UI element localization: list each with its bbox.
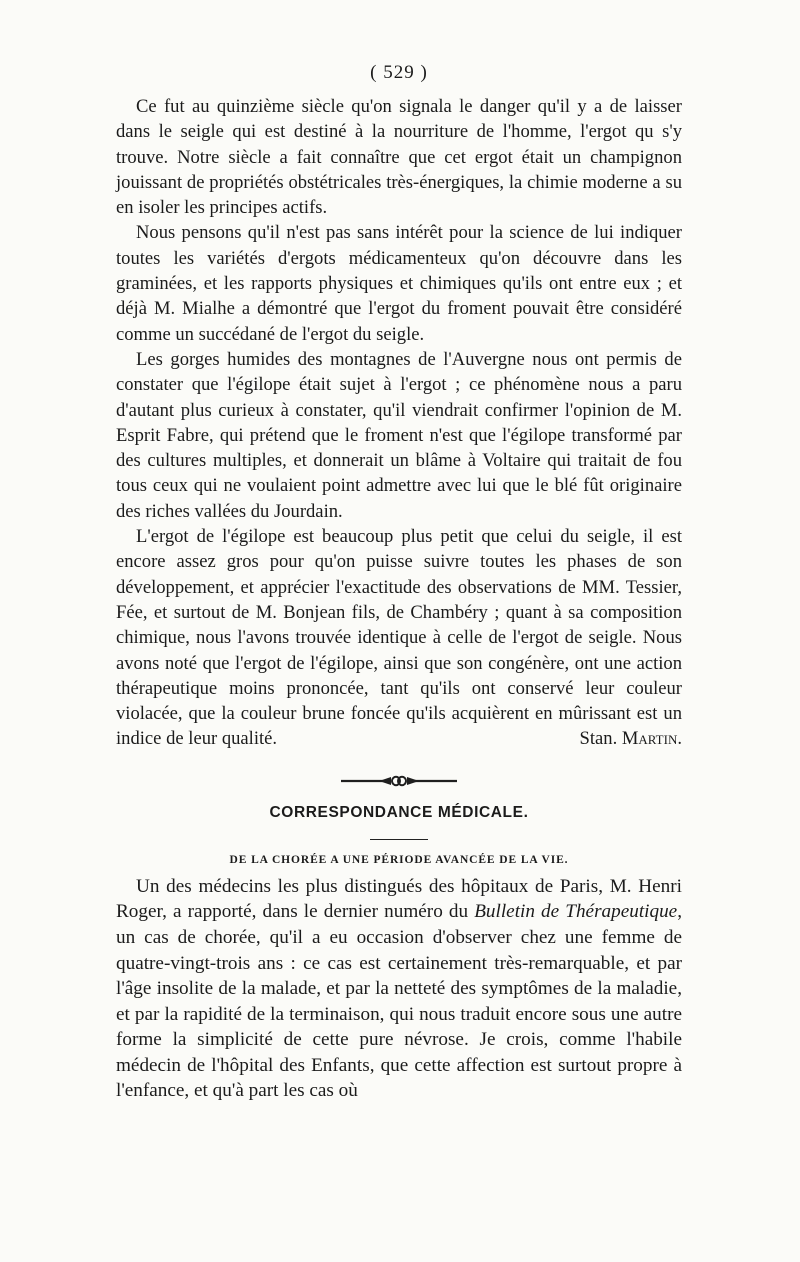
author-signature (560, 726, 682, 751)
signature-prefix: Stan. (579, 728, 622, 750)
paragraph-auvergne: Les gorges humides des montagnes de l'Auvergne nous ont permis de constater que l'égilope était sujet à l'ergot ; ce phénomène nous a paru d'autant plus curieux à constater, qu'il viendrait confirmer l'opinion de M. Esprit Fabre, qui prétend que le froment n'est que l'égilope transformé par des cultures multiples, et donnerait un blâme à Voltaire qui traitait de fou tous ceux qui ne voulaient point admettre avec lui que le blé fût originaire des riches vallées du Jourdain. (116, 348, 682, 522)
paragraph-chorea (116, 874, 682, 1104)
page-content (116, 94, 682, 1104)
paragraph-ergot-history: Ce fut au quinzième siècle qu'on signala le danger qu'il y a de laisser dans le seigle qui est destiné à la nourriture de l'homme, l'ergot qu s'y trouve. Notre siècle a fait connaître que cet ergot était un champignon jouissant de propriétés obstétricales très-énergiques, la chimie moderne a su en isoler les principes actifs. (116, 96, 682, 219)
title-rule (370, 839, 428, 840)
journal-title: Bulletin de Thérapeutique (474, 901, 678, 923)
signature-name: Martin. (621, 728, 682, 750)
article-subtitle: DE LA CHORÉE A UNE PÉRIODE AVANCÉE DE LA VIE. (229, 853, 569, 866)
ornament-divider-icon (339, 774, 459, 788)
paragraph-egilope-ergot (116, 524, 682, 752)
chorea-text-part2: , un cas de chorée, qu'il a eu occasion d'observer chez une femme de quatre-vingt-trois ans : ce cas est certainement très-remarquable, et par l'âge insolite de la malade, et par la netteté des symptômes de la maladie, et par la rapidité de la terminaison, qui nous traduit encore sous une autre forme la simplicité de cette pure névrose. Je crois, comme l'habile médecin de l'hôpital des Enfants, que cette affection est surtout propre à l'enfance, et qu'à part les cas où (116, 901, 682, 1102)
section-title: CORRESPONDANCE MÉDICALE. (269, 803, 529, 821)
article-body (116, 874, 682, 1104)
page-number: ( 529 ) (370, 62, 428, 83)
paragraph-ergot-varieties: Nous pensons qu'il n'est pas sans intérêt pour la science de lui indiquer toutes les variétés d'ergots médicamenteux qu'on découvre dans les graminées, et les rapports physiques et chimiques qu'ils ont entre eux ; et déjà M. Mialhe a démontré que l'ergot du froment pouvait être considéré comme un succédané de l'ergot du seigle. (116, 222, 682, 345)
chorea-text-part1: Un des médecins les plus distingués des hôpitaux de Paris, M. Henri Roger, a rapporté, dans le dernier numéro du (116, 875, 682, 923)
paragraph-egilope-text: L'ergot de l'égilope est beaucoup plus petit que celui du seigle, il est encore assez gros pour qu'on puisse suivre toutes les phases de son développement, et apprécier l'exactitude des observations de MM. Tessier, Fée, et surtout de M. Bonjean fils, de Chambéry ; quant à sa composition chimique, nous l'avons trouvée identique à celle de l'ergot de seigle. Nous avons noté que l'ergot de l'égilope, ainsi que son congénère, ont une action thérapeutique moins prononcée, tant qu'ils ont conservé leur couleur violacée, que la couleur brune foncée qu'ils acquièrent en mûrissant est un indice de leur qualité. (116, 526, 682, 750)
